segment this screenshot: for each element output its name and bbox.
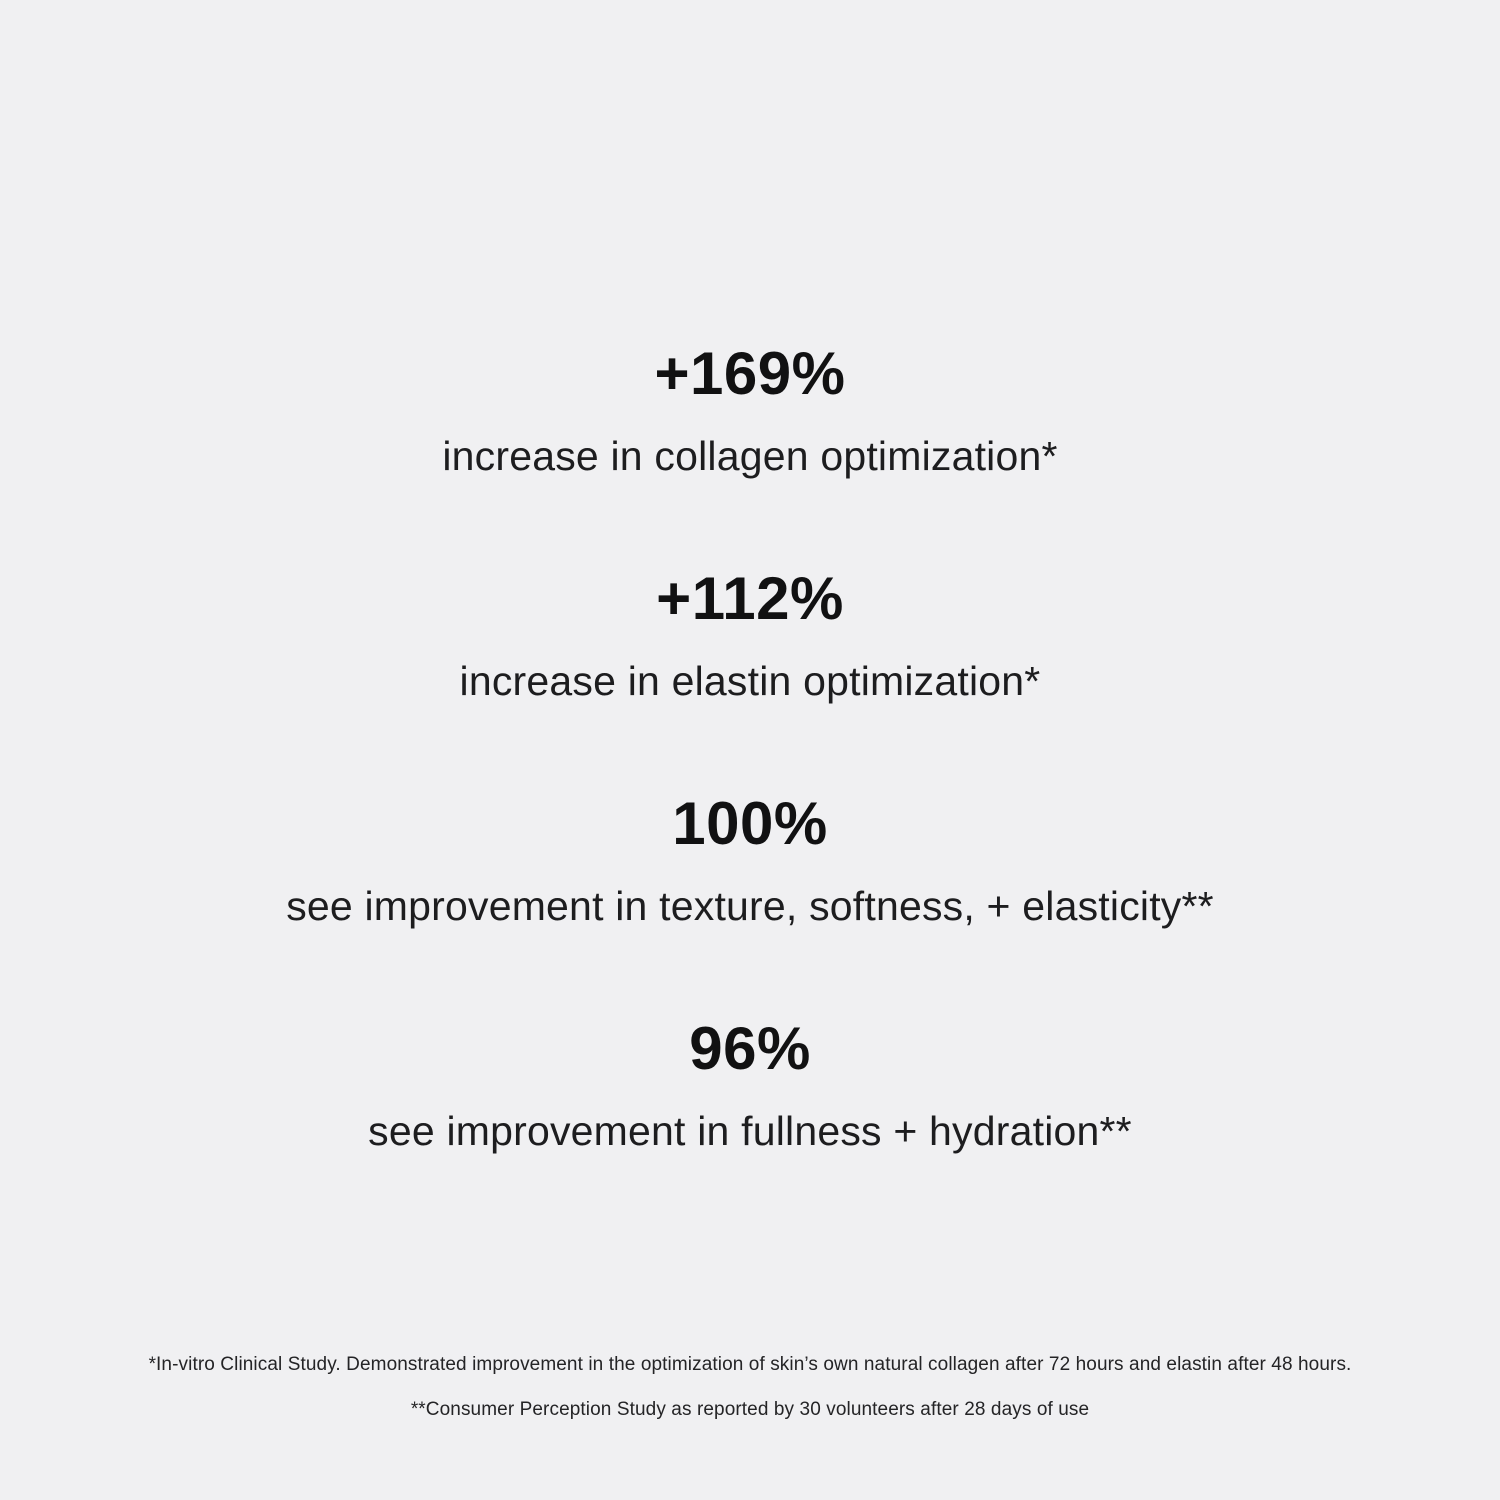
stat-label-texture: see improvement in texture, softness, + elasticity** — [286, 883, 1214, 929]
stats-section — [0, 340, 1500, 1244]
stat-value-elastin: +112% — [656, 565, 844, 632]
stat-block-collagen — [0, 340, 1500, 480]
stat-value-texture: 100% — [672, 790, 828, 857]
stat-label-fullness: see improvement in fullness + hydration** — [368, 1108, 1132, 1154]
stat-block-fullness — [0, 1015, 1500, 1155]
footnote-consumer-study: **Consumer Perception Study as reported by 30 volunteers after 28 days of use — [410, 1399, 1090, 1420]
footnote-clinical-study: *In-vitro Clinical Study. Demonstrated improvement in the optimization of skin’s own natural collagen after 72 hours and elastin after 48 hours. — [148, 1354, 1352, 1375]
stat-value-fullness: 96% — [689, 1015, 811, 1082]
stat-block-texture — [0, 790, 1500, 930]
stat-value-collagen: +169% — [654, 340, 846, 407]
stat-label-collagen: increase in collagen optimization* — [442, 433, 1058, 479]
footnotes-section — [0, 1353, 1500, 1421]
stat-block-elastin — [0, 565, 1500, 705]
stat-label-elastin: increase in elastin optimization* — [459, 658, 1041, 704]
